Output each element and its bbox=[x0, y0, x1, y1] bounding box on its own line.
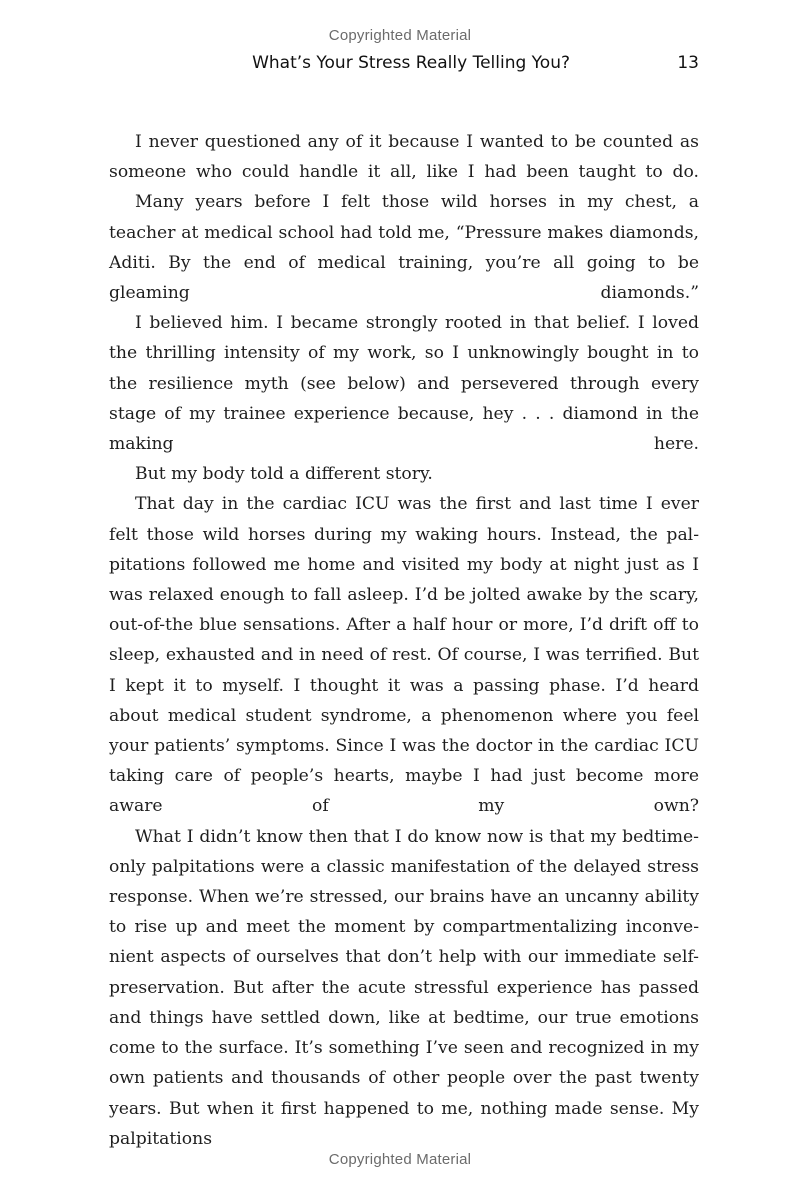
paragraph: Many years before I felt those wild horses in my chest, a teacher at medical school had told me, “Pressure makes diamonds, Aditi. By the end of medical training, you’re all going to be gleaming diamonds.” bbox=[109, 192, 699, 304]
copyright-watermark-bottom: Copyrighted Material bbox=[328, 1151, 472, 1168]
body-text bbox=[109, 127, 699, 1154]
paragraph: I believed him. I became strongly rooted in that belief. I loved the thrilling intensity of my work, so I unknowingly bought in to the resilience myth (see below) and persevered through every stage of my trainee experience because, hey . . . diamond in the making here. bbox=[109, 313, 699, 455]
page-number: 13 bbox=[677, 53, 699, 73]
paragraph: What I didn’t know then that I do know now is that my bedtime-only palpitations were a classic manifestation of the delayed stress response. When we’re stressed, our brains have an uncanny ability to rise up and meet the moment by compartmentalizing inconvenient aspects of ourselves that don’t help with our immediate self-preservation. But after the acute stressful experience has passed and things have settled down, like at bedtime, our true emotions come to the surface. It’s something I’ve seen and recognized in my own patients and thousands of other people over the past twenty years. But when it first happened to me, nothing made sense. My palpitations bbox=[109, 826, 699, 1149]
running-header bbox=[0, 53, 800, 77]
chapter-title: What’s Your Stress Really Telling You? bbox=[252, 53, 570, 73]
copyright-watermark-top: Copyrighted Material bbox=[328, 27, 472, 44]
paragraph: But my body told a different story. bbox=[135, 464, 433, 485]
paragraph: That day in the cardiac ICU was the first and last time I ever felt those wild horses during my waking hours. Instead, the palpitations followed me home and visited my body at night just as I was relaxed enough to fall asleep. I’d be jolted awake by the scary, out-of-the blue sensations. After a half hour or more, I’d drift off to sleep, exhausted and in need of rest. Of course, I was terrified. But I kept it to myself. I thought it was a passing phase. I’d heard about medical student syndrome, a phenomenon where you feel your patients’ symptoms. Since I was the doctor in the cardiac ICU taking care of people’s hearts, maybe I had just become more aware of my own? bbox=[109, 494, 699, 817]
paragraph: I never questioned any of it because I wanted to be counted as someone who could handle it all, like I had been taught to do. bbox=[109, 132, 699, 183]
